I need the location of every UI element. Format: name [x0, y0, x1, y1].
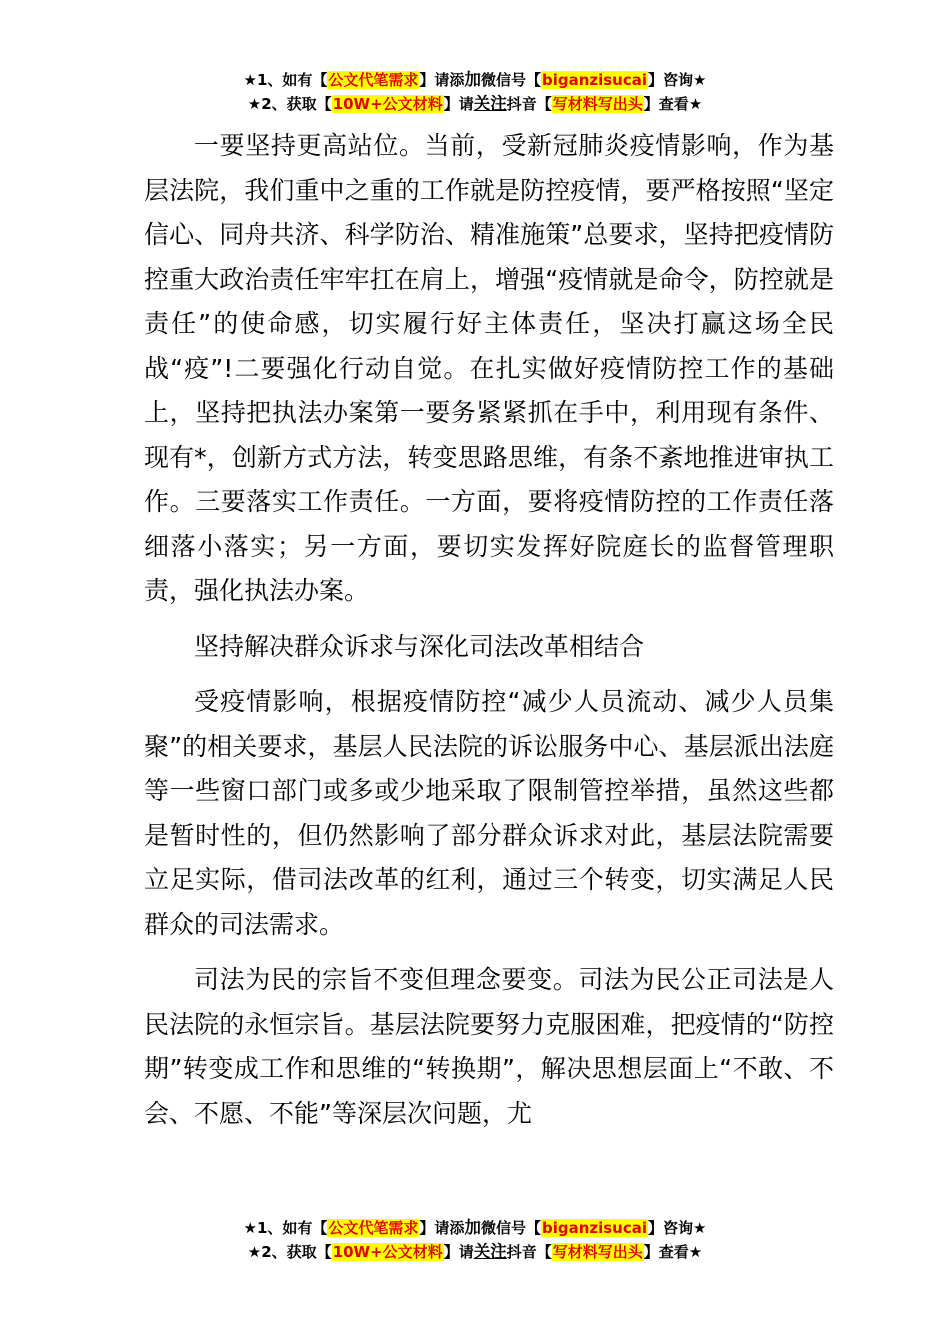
footer-highlight-wechat-id: biganzisucai	[541, 1219, 648, 1237]
paragraph-3: 司法为民的宗旨不变但理念要变。司法为民公正司法是人民法院的永恒宗旨。基层法院要努力克服困难，把疫情的“防控期”转变成工作和思维的“转换期”，解决思想层面上“不敢、不会、不愿、不能”等深层次问题，尤	[144, 965, 834, 1128]
banner-line-2: ★2、获取【10W+公文材料】请关注抖音【写材料写出头】查看★	[247, 94, 703, 113]
header-banner	[0, 68, 950, 116]
footer-line-1: ★1、如有【公文代笔需求】请添加微信号【biganzisucai】咨询★	[243, 1218, 707, 1237]
section-heading: 坚持解决群众诉求与深化司法改革相结合	[194, 631, 645, 661]
footer-line-2: ★2、获取【10W+公文材料】请关注抖音【写材料写出头】查看★	[247, 1242, 703, 1261]
highlight-materials: 10W+公文材料	[332, 95, 443, 113]
footer-highlight-douyin: 写材料写出头	[552, 1243, 643, 1261]
paragraph-1: 一要坚持更高站位。当前，受新冠肺炎疫情影响，作为基层法院，我们重中之重的工作就是防控疫情，要严格按照“坚定信心、同舟共济、科学防治、精准施策”总要求，坚持把疫情防控重大政治责任牢牢扛在肩上，增强“疫情就是命令，防控就是责任”的使命感，切实履行好主体责任，坚决打赢这场全民战“疫”!二要强化行动自觉。在扎实做好疫情防控工作的基础上，坚持把执法办案第一要务紧紧抓在手中，利用现有条件、现有*，创新方式方法，转变思路思维，有条不紊地推进审执工作。三要落实工作责任。一方面，要将疫情防控的工作责任落细落小落实；另一方面，要切实发挥好院庭长的监督管理职责，强化执法办案。	[144, 131, 834, 605]
highlight-wechat-id: biganzisucai	[541, 71, 648, 89]
footer-highlight-service: 公文代笔需求	[328, 1219, 419, 1237]
banner-line-1: ★1、如有【公文代笔需求】请添加微信号【biganzisucai】咨询★	[243, 70, 707, 89]
footer-banner	[0, 1216, 950, 1264]
highlight-service: 公文代笔需求	[328, 71, 419, 89]
paragraph-2: 受疫情影响，根据疫情防控“减少人员流动、减少人员集聚”的相关要求，基层人民法院的诉讼服务中心、基层派出法庭等一些窗口部门或多或少地采取了限制管控举措，虽然这些都是暂时性的，但仍然影响了部分群众诉求对此，基层法院需要立足实际，借司法改革的红利，通过三个转变，切实满足人民群众的司法需求。	[144, 687, 834, 939]
footer-highlight-materials: 10W+公文材料	[332, 1243, 443, 1261]
highlight-douyin: 写材料写出头	[552, 95, 643, 113]
document-body	[144, 124, 834, 1147]
